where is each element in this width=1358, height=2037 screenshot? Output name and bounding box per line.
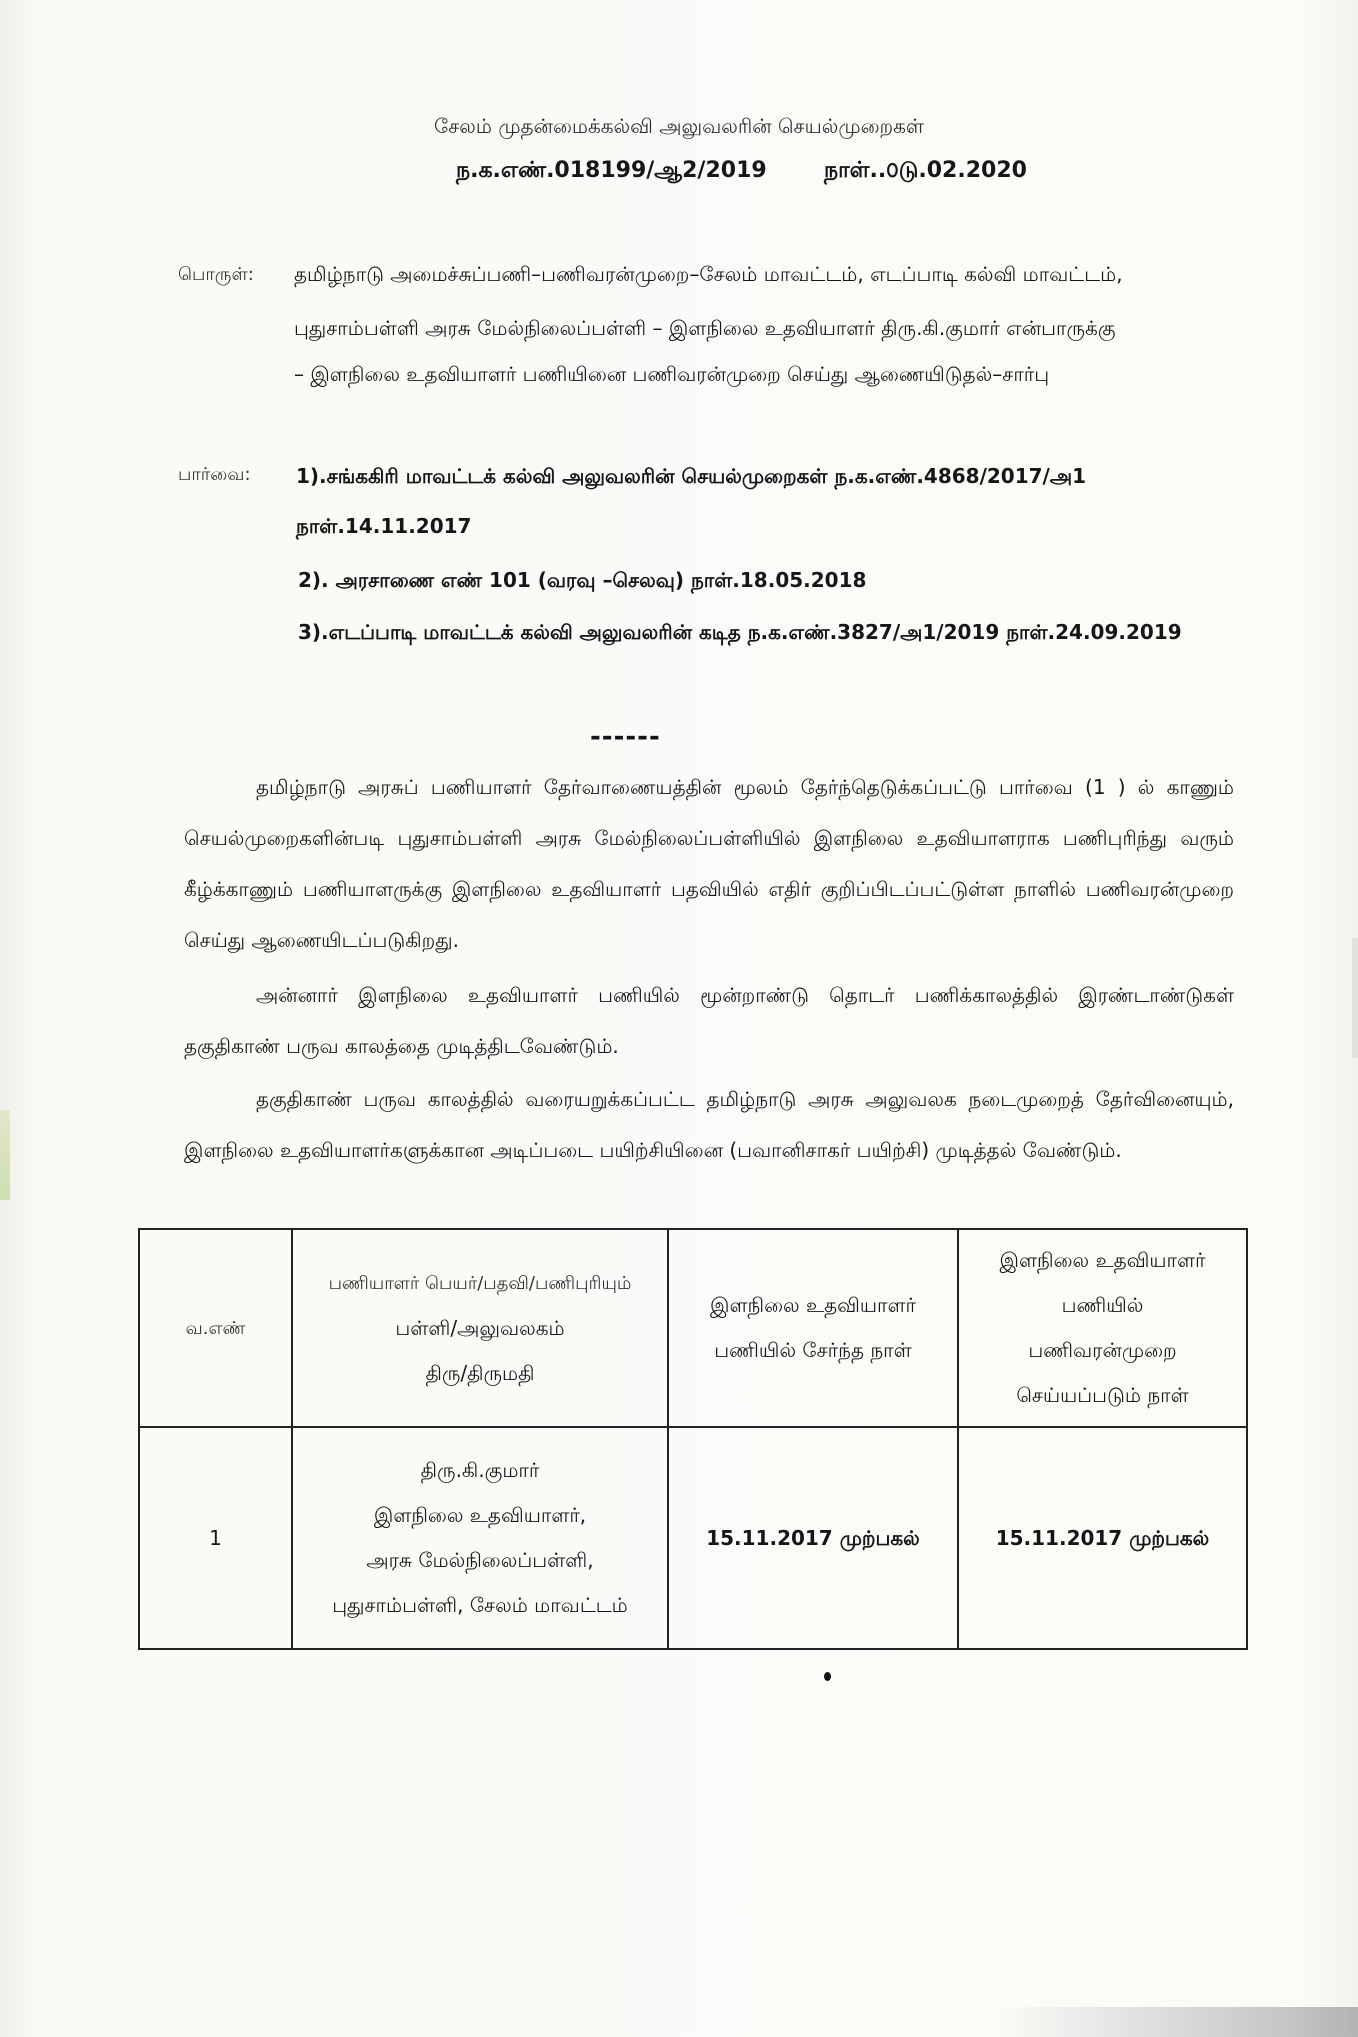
- reference-number: ந.க.எண்.018199/ஆ2/2019: [456, 158, 767, 183]
- reference-label: பார்வை:: [178, 464, 251, 485]
- page-edge-shadow: [1352, 938, 1358, 1058]
- row-sno: 1: [139, 1427, 292, 1649]
- paragraph-2-text: அன்னார் இளநிலை உதவியாளர் பணியில் மூன்றாண்டு தொடர் பணிக்காலத்தில் இரண்டாண்டுகள் தகுதிகாண் பருவ காலத்தை முடித்திடவேண்டும்.: [184, 983, 1234, 1058]
- row-regularised-date: 15.11.2017 முற்பகல்: [958, 1427, 1247, 1649]
- header-employee: [292, 1229, 668, 1427]
- header-sno: வ.எண்: [139, 1229, 292, 1427]
- table-header-row: [139, 1229, 1247, 1427]
- table-row: [139, 1427, 1247, 1649]
- header-regularised-date: [958, 1229, 1247, 1427]
- header-joined-line-1: இளநிலை உதவியாளர்: [710, 1293, 916, 1317]
- header-joined-date: [668, 1229, 958, 1427]
- header-regularised-line-1: இளநிலை உதவியாளர்: [999, 1248, 1206, 1272]
- reference-line-3: 3).எடப்பாடி மாவட்டக் கல்வி அலுவலரின் கடித ந.க.எண்.3827/அ1/2019 நாள்.24.09.2019: [298, 620, 1182, 644]
- subject-line-3: – இளநிலை உதவியாளர் பணியினை பணிவரன்முறை செய்து ஆணையிடுதல்–சார்பு: [294, 362, 1050, 386]
- reference-line-1: 1).சங்ககிரி மாவட்டக் கல்வி அலுவலரின் செயல்முறைகள் ந.க.எண்.4868/2017/அ1: [296, 464, 1086, 488]
- row-employee-line-1: திரு.கி.குமார்: [420, 1458, 540, 1482]
- header-employee-line-2: பள்ளி/அலுவலகம்: [395, 1315, 565, 1340]
- row-joined-date: 15.11.2017 முற்பகல்: [668, 1427, 958, 1649]
- header-regularised-line-2: பணியில்: [1061, 1293, 1144, 1317]
- paragraph-3-text: தகுதிகாண் பருவ காலத்தில் வரையறுக்கப்பட்ட தமிழ்நாடு அரசு அலுவலக நடைமுறைத் தேர்வினையும், இளநிலை உதவியாளர்களுக்கான அடிப்படை பயிற்சியினை (பவானிசாகர் பயிற்சி) முடித்தல் வேண்டும்.: [184, 1087, 1234, 1162]
- scan-edge-smudge: [998, 2007, 1358, 2037]
- row-employee-line-4: புதுசாம்பள்ளி, சேலம் மாவட்டம்: [332, 1593, 628, 1617]
- row-employee: [292, 1427, 668, 1649]
- reference-line-2: 2). அரசாணை எண் 101 (வரவு –செலவு) நாள்.18.05.2018: [298, 568, 867, 592]
- header-joined-line-2: பணியில் சேர்ந்த நாள்: [714, 1338, 912, 1362]
- row-employee-line-2: இளநிலை உதவியாளர்,: [373, 1503, 587, 1527]
- order-date: நாள்..௦டு.02.2020: [824, 158, 1027, 183]
- page-edge-stain: [0, 1110, 10, 1200]
- ink-dot: [824, 1672, 831, 1681]
- reference-line-1-date: நாள்.14.11.2017: [296, 514, 472, 538]
- section-divider: ------: [590, 722, 661, 752]
- header-regularised-line-3: பணிவரன்முறை: [1028, 1338, 1177, 1362]
- subject-line-2: புதுசாம்பள்ளி அரசு மேல்நிலைப்பள்ளி – இளநிலை உதவியாளர் திரு.கி.குமார் என்பாருக்கு: [294, 316, 1116, 340]
- paragraph-2: [184, 970, 1234, 1072]
- paragraph-1: [184, 762, 1234, 966]
- paragraph-3: [184, 1074, 1234, 1176]
- header-regularised-line-4: செய்யப்படும் நாள்: [1016, 1383, 1189, 1407]
- header-employee-line-3: திரு/திருமதி: [425, 1360, 535, 1385]
- regularisation-table: [138, 1228, 1248, 1650]
- header-employee-line-1: பணியாளர் பெயர்/பதவி/பணிபுரியும்: [328, 1272, 632, 1294]
- subject-line-1: தமிழ்நாடு அமைச்சுப்பணி–பணிவரன்முறை–சேலம் மாவட்டம், எடப்பாடி கல்வி மாவட்டம்,: [294, 262, 1123, 286]
- office-title: சேலம் முதன்மைக்கல்வி அலுவலரின் செயல்முறைகள்: [434, 114, 924, 138]
- paragraph-1-text: தமிழ்நாடு அரசுப் பணியாளர் தேர்வாணையத்தின் மூலம் தேர்ந்தெடுக்கப்பட்டு பார்வை (1 ) ல் காணும் செயல்முறைகளின்படி புதுசாம்பள்ளி அரசு மேல்நிலைப்பள்ளியில் இளநிலை உதவியாளராக பணிபுரிந்து வரும் கீழ்க்காணும் பணியாளருக்கு இளநிலை உதவியாளர் பதவியில் எதிர் குறிப்பிடப்பட்டுள்ள நாளில் பணிவரன்முறை செய்து ஆணையிடப்படுகிறது.: [184, 775, 1234, 952]
- row-employee-line-3: அரசு மேல்நிலைப்பள்ளி,: [366, 1548, 594, 1572]
- subject-label: பொருள்:: [178, 264, 254, 285]
